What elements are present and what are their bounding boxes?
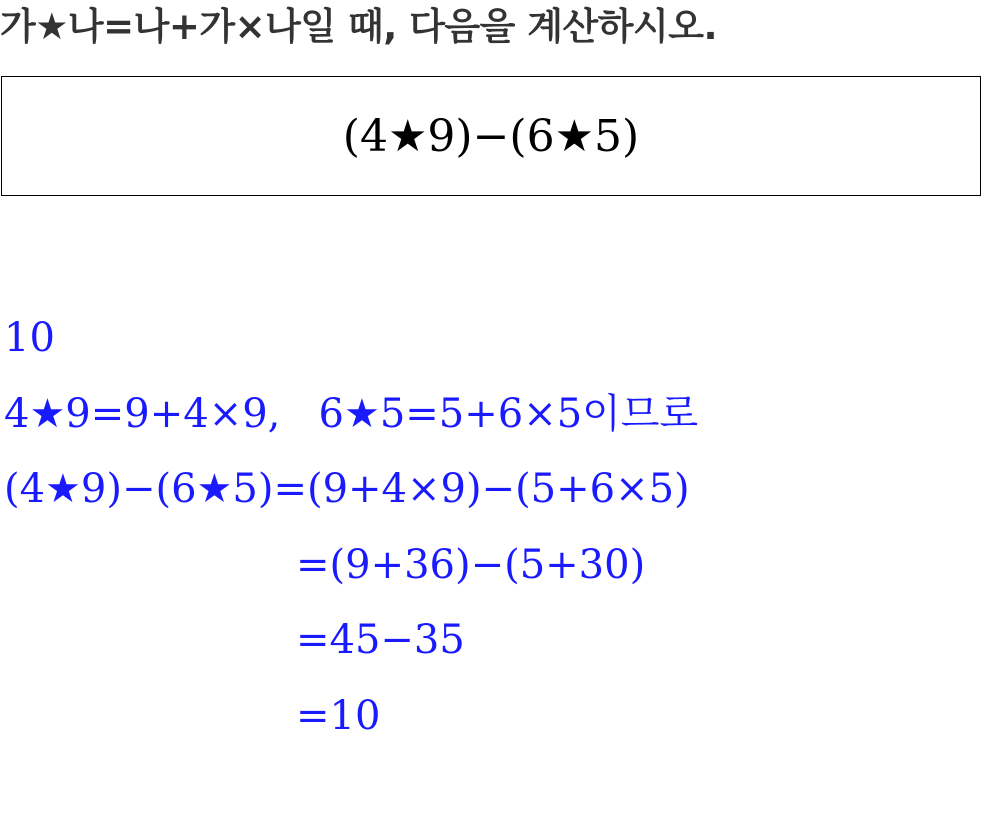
answer-value: 10 [4, 315, 55, 361]
solution-line-4: =45−35 [296, 617, 465, 663]
expression: (4★9)−(6★5) [342, 110, 640, 162]
solution-line-3: =(9+36)−(5+30) [296, 542, 646, 588]
solution-line-1-math: 4★9=9+4×9, 6★5=5+6×5 [4, 391, 583, 437]
solution-line-1-suffix: 이므로 [582, 391, 699, 437]
solution-line-5: =10 [296, 693, 381, 739]
solution-line-1 [4, 389, 698, 439]
solution-line-2: (4★9)−(6★5)=(9+4×9)−(5+6×5) [4, 466, 690, 512]
expression-box [1, 76, 981, 196]
question-text: 가★나=나+가×나일 때, 다음을 계산하시오. [0, 5, 718, 48]
